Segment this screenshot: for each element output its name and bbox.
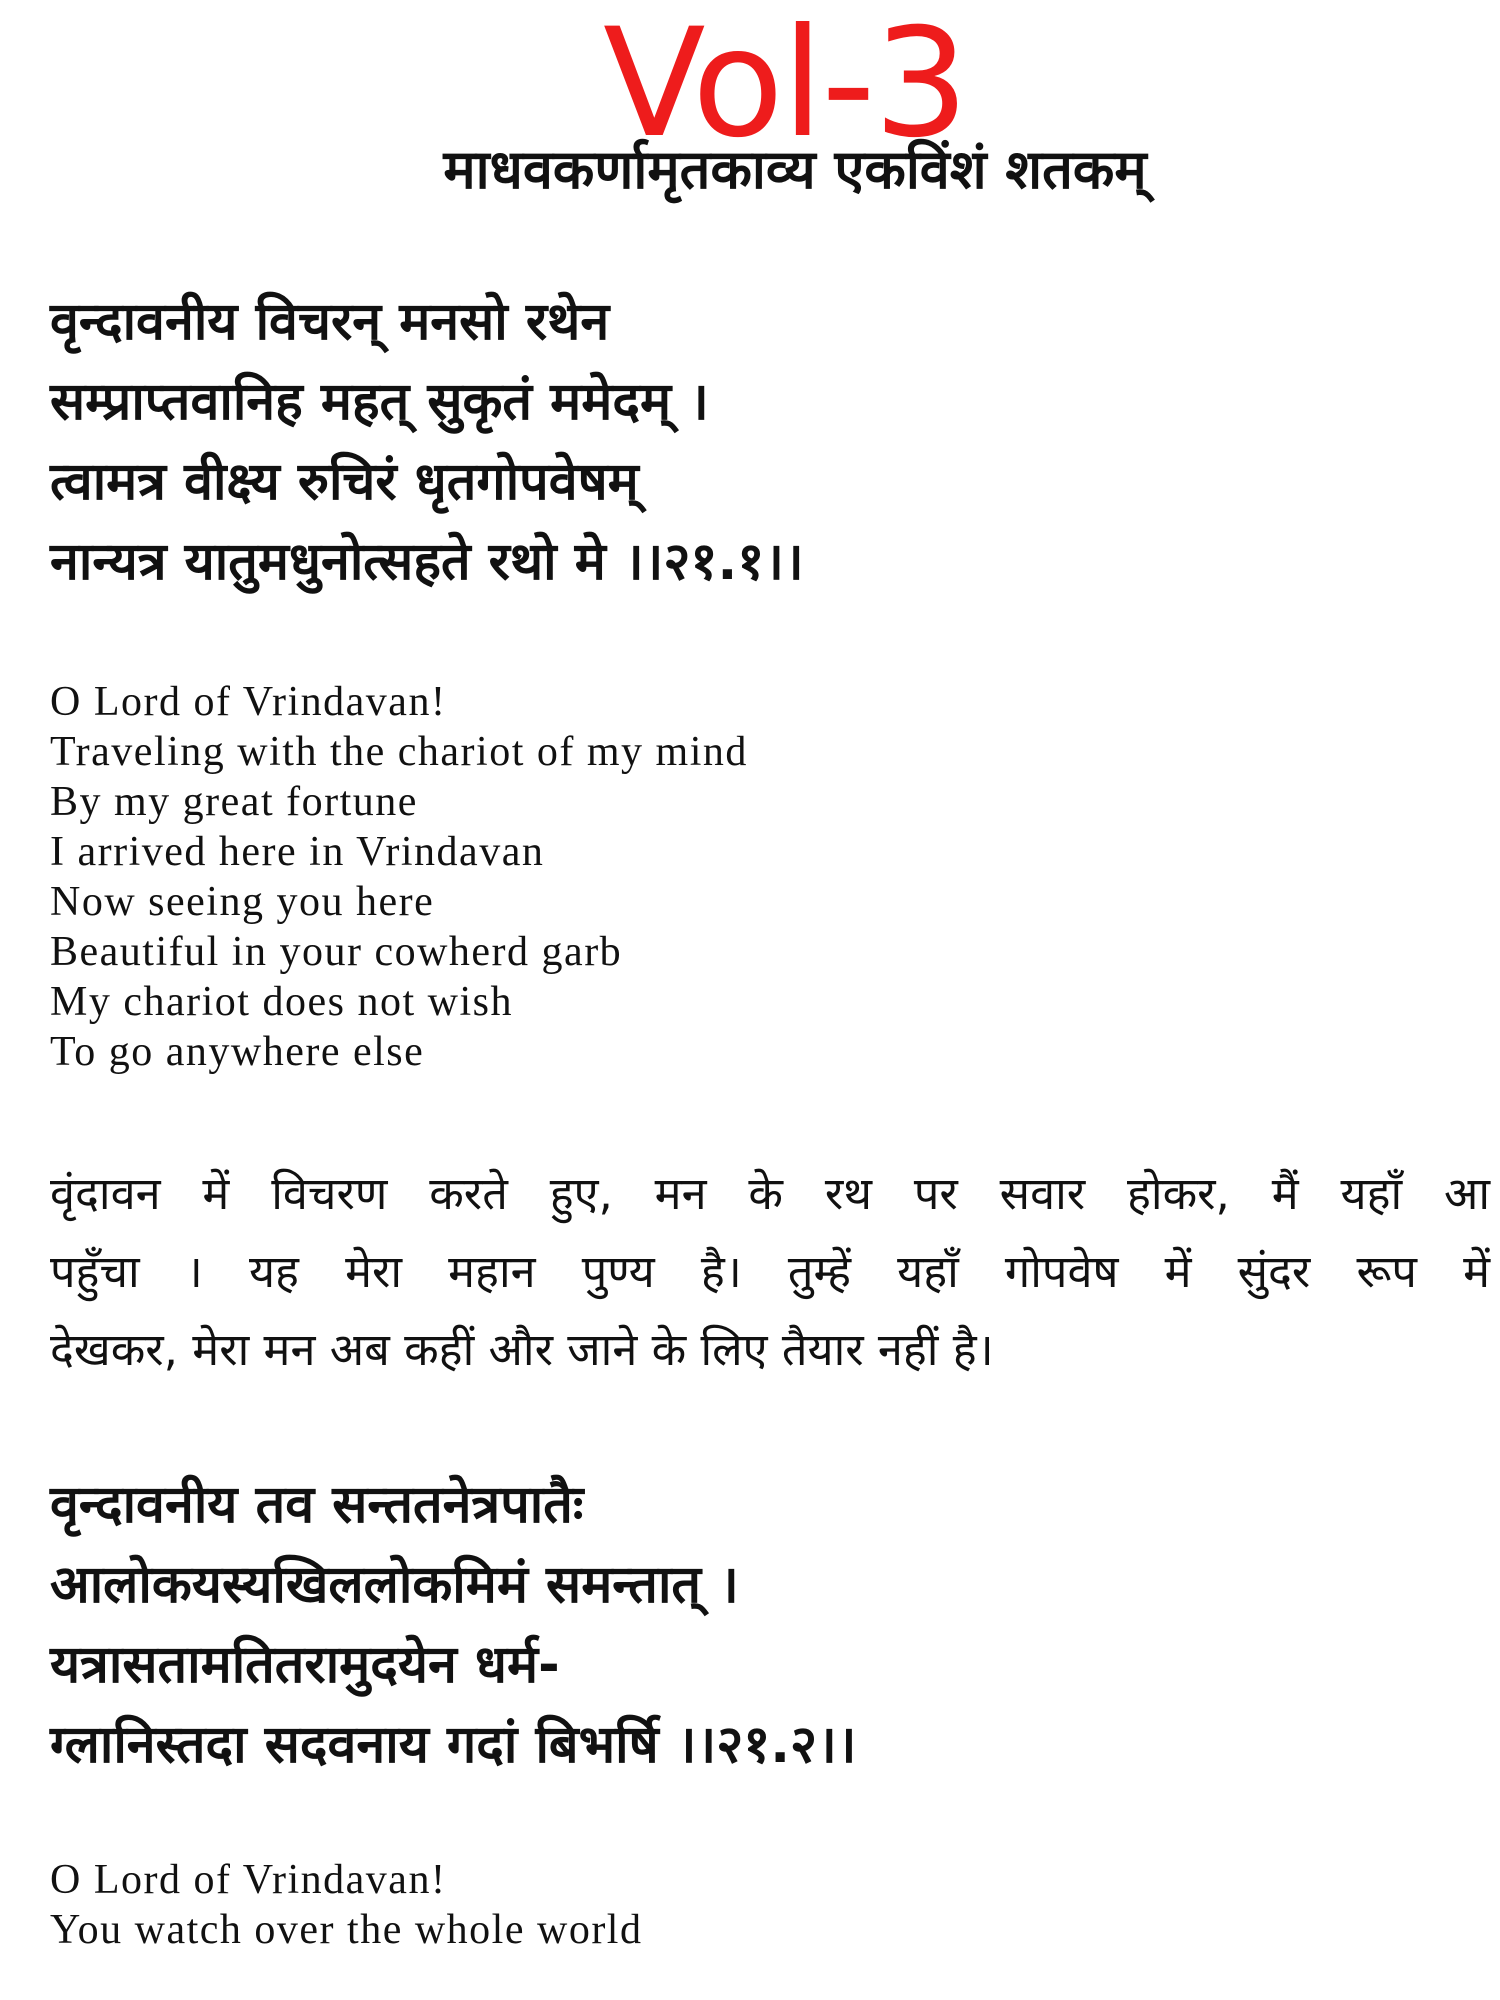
hindi-line: पहुँचा । यह मेरा महान पुण्य है। तुम्हें यहाँ गोपवेष में सुंदर रूप में [50, 1245, 1490, 1298]
english-line: My chariot does not wish [50, 979, 513, 1025]
verse-2-sanskrit [50, 1465, 857, 1785]
verse-2-english [50, 1855, 642, 1955]
english-line: By my great fortune [50, 779, 418, 825]
english-line: I arrived here in Vrindavan [50, 829, 545, 875]
chapter-heading: माधवकर्णामृतकाव्य एकविंशं शतकम् [443, 138, 1147, 201]
sanskrit-line: सम्प्राप्तवानिह महत् सुकृतं ममेदम् । [50, 372, 709, 432]
volume-label: Vol-3 [603, 0, 967, 171]
sanskrit-line: आलोकयस्यखिललोकमिमं समन्तात् । [50, 1555, 739, 1615]
sanskrit-line: यत्रासतामतितरामुदयेन धर्म- [50, 1635, 560, 1695]
english-line: Now seeing you here [50, 879, 435, 925]
hindi-line: देखकर, मेरा मन अब कहीं और जाने के लिए तैयार नहीं है। [50, 1323, 994, 1376]
english-line: O Lord of Vrindavan! [50, 1857, 447, 1903]
sanskrit-line: त्वामत्र वीक्ष्य रुचिरं धृतगोपवेषम् [50, 452, 639, 512]
english-line: O Lord of Vrindavan! [50, 679, 447, 725]
english-line: To go anywhere else [50, 1029, 425, 1075]
sanskrit-line: ग्लानिस्तदा सदवनाय गदां बिभर्षि ।।२१.२।। [50, 1715, 857, 1775]
english-line: Beautiful in your cowherd garb [50, 929, 623, 975]
verse-1-sanskrit [50, 282, 804, 602]
english-line: Traveling with the chariot of my mind [50, 729, 748, 775]
sanskrit-line: वृन्दावनीय तव सन्ततनेत्रपातैः [50, 1475, 584, 1535]
verse-1-hindi [50, 1155, 1490, 1389]
hindi-line: वृंदावन में विचरण करते हुए, मन के रथ पर सवार होकर, मैं यहाँ आ [50, 1167, 1490, 1220]
english-line: You watch over the whole world [50, 1907, 643, 1953]
sanskrit-line: नान्यत्र यातुमधुनोत्सहते रथो मे ।।२१.१।। [50, 532, 804, 592]
verse-1-english [50, 677, 748, 1077]
sanskrit-line: वृन्दावनीय विचरन् मनसो रथेन [50, 292, 610, 352]
